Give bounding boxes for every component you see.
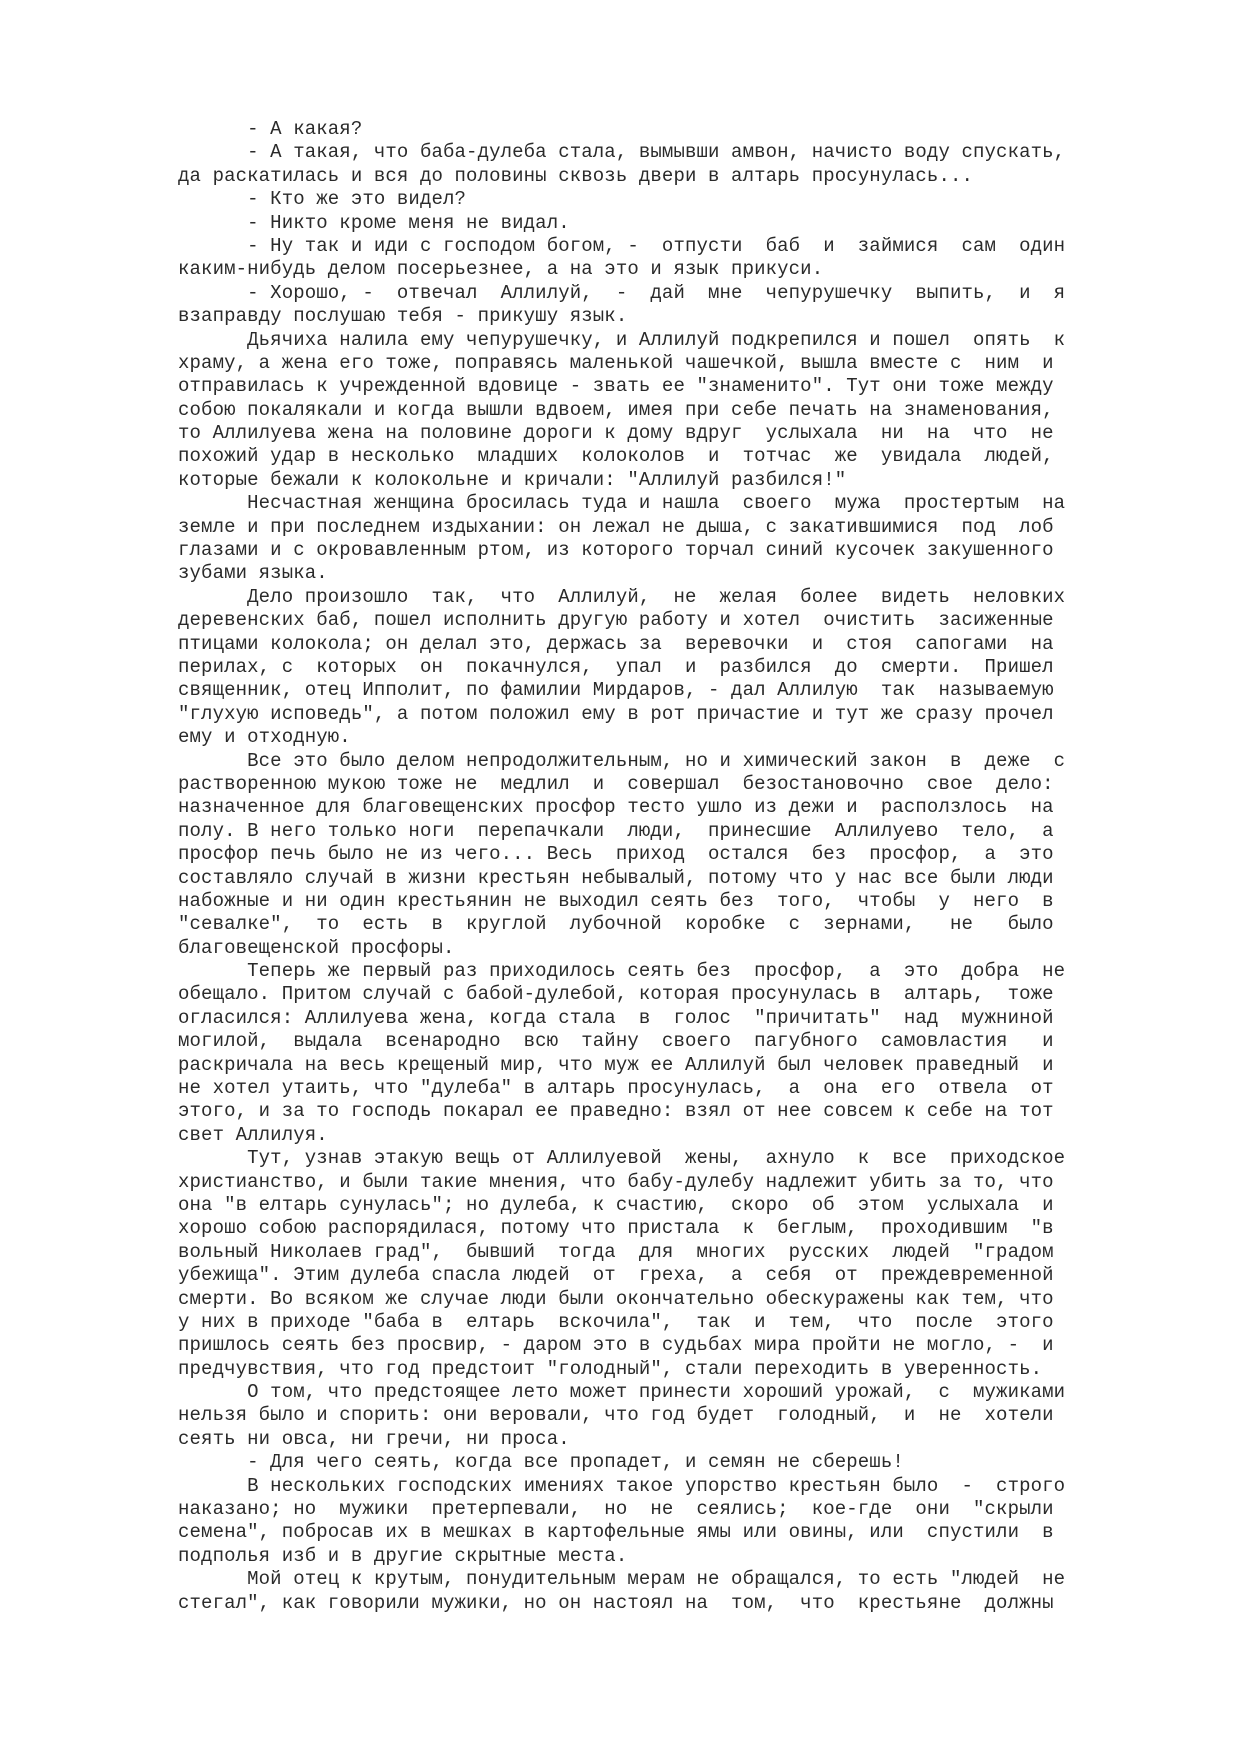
text-line: христианство, и были такие мнения, что бабу-дулебу надлежит убить за то, что <box>178 1170 1054 1193</box>
text-line: свет Аллилуя. <box>178 1123 328 1146</box>
text-line: могилой, выдала всенародно всю тайну своего пагубного самовластия и <box>178 1030 1054 1053</box>
text-line: просфор печь было не из чего... Весь приход остался без просфор, а это <box>178 843 1054 866</box>
text-line: предчувствия, что год предстоит "голодный", стали переходить в уверенность. <box>178 1357 1043 1380</box>
text-line: она "в елтарь сунулась"; но дулеба, к счастию, скоро об этом услыхала и <box>178 1193 1054 1216</box>
text-line: Мой отец к крутым, понудительным мерам не обращался, то есть "людей не <box>178 1568 1066 1591</box>
text-line: пришлось сеять без просвир, - даром это в судьбах мира пройти не могло, - и <box>178 1334 1054 1357</box>
text-line: ему и отходную. <box>178 726 351 749</box>
text-line: благовещенской просфоры. <box>178 936 455 959</box>
text-line: стегал", как говорили мужики, но он настоял на том, что крестьяне должны <box>178 1591 1054 1614</box>
text-line: священник, отец Ипполит, по фамилии Мирдаров, - дал Аллилую так называемую <box>178 679 1054 702</box>
text-line: убежища". Этим дулеба спасла людей от греха, а себя от преждевременной <box>178 1264 1054 1287</box>
text-line: вольный Николаев град", бывший тогда для многих русских людей "градом <box>178 1240 1054 1263</box>
text-line: у них в приходе "баба в елтарь вскочила", так и тем, что после этого <box>178 1310 1054 1333</box>
text-line: назначенное для благовещенских просфор тесто ушло из дежи и расползлось на <box>178 796 1054 819</box>
text-line: - Кто же это видел? <box>178 188 467 211</box>
text-line: растворенною мукою тоже не медлил и совершал безостановочно свое дело: <box>178 772 1054 795</box>
text-line: земле и при последнем издыхании: он лежал не дыша, с закатившимися под лоб <box>178 515 1054 538</box>
text-line: глазами и с окровавленным ртом, из которого торчал синий кусочек закушенного <box>178 539 1054 562</box>
text-line: - Хорошо, - отвечал Аллилуй, - дай мне чепурушечку выпить, и я <box>178 281 1066 304</box>
text-line: "глухую исповедь", а потом положил ему в рот причастие и тут же сразу прочел <box>178 702 1054 725</box>
text-line: отправилась к учрежденной вдовице - звать ее "знаменито". Тут они тоже между <box>178 375 1054 398</box>
text-line: "севалке", то есть в круглой лубочной коробке с зернами, не было <box>178 913 1054 936</box>
text-line: то Аллилуева жена на половине дороги к дому вдруг услыхала ни на что не <box>178 422 1054 445</box>
text-line: взаправду послушаю тебя - прикушу язык. <box>178 305 628 328</box>
text-line: не хотел утаить, что "дулеба" в алтарь просунулась, а она его отвела от <box>178 1077 1054 1100</box>
text-line: В нескольких господских имениях такое упорство крестьян было - строго <box>178 1474 1066 1497</box>
text-line: - Никто кроме меня не видал. <box>178 211 570 234</box>
text-line: этого, и за то господь покарал ее праведно: взял от нее совсем к себе на тот <box>178 1100 1054 1123</box>
text-line: - Для чего сеять, когда все пропадет, и семян не сберешь! <box>178 1451 904 1474</box>
text-line: - А такая, что баба-дулеба стала, вымывши амвон, начисто воду спускать, <box>178 141 1066 164</box>
text-line: каким-нибудь делом посерьезнее, а на это и язык прикуси. <box>178 258 824 281</box>
text-line: перилах, с которых он покачнулся, упал и разбился до смерти. Пришел <box>178 655 1054 678</box>
text-line: смерти. Во всяком же случае люди были окончательно обескуражены как тем, что <box>178 1287 1054 1310</box>
text-line: полу. В него только ноги перепачкали люди, принесшие Аллилуево тело, а <box>178 819 1054 842</box>
text-line: хорошо собою распорядилася, потому что пристала к беглым, проходившим "в <box>178 1217 1054 1240</box>
text-line: Все это было делом непродолжительным, но и химический закон в деже с <box>178 749 1066 772</box>
text-line: Дьячиха налила ему чепурушечку, и Аллилуй подкрепился и пошел опять к <box>178 328 1066 351</box>
text-line: наказано; но мужики претерпевали, но не сеялись; кое-где они "скрыли <box>178 1498 1054 1521</box>
text-line: раскричала на весь крещеный мир, что муж ее Аллилуй был человек праведный и <box>178 1053 1054 1076</box>
text-line: О том, что предстоящее лето может принести хороший урожай, с мужиками <box>178 1381 1066 1404</box>
text-line: которые бежали к колокольне и кричали: "Аллилуй разбился!" <box>178 468 847 491</box>
text-line: деревенских баб, пошел исполнить другую работу и хотел очистить засиженные <box>178 609 1054 632</box>
text-line: набожные и ни один крестьянин не выходил сеять без того, чтобы у него в <box>178 889 1054 912</box>
text-line: нельзя было и спорить: они веровали, что год будет голодный, и не хотели <box>178 1404 1054 1427</box>
document-text <box>178 118 1138 1615</box>
text-line: собою покалякали и когда вышли вдвоем, имея при себе печать на знаменования, <box>178 398 1054 421</box>
text-line: составляло случай в жизни крестьян небывалый, потому что у нас все были люди <box>178 866 1054 889</box>
text-line: зубами языка. <box>178 562 328 585</box>
text-line: обещало. Притом случай с бабой-дулебой, которая просунулась в алтарь, тоже <box>178 983 1054 1006</box>
text-line: Несчастная женщина бросилась туда и нашла своего мужа простертым на <box>178 492 1066 515</box>
text-line: подполья изб и в другие скрытные места. <box>178 1544 628 1567</box>
text-line: похожий удар в несколько младших колоколов и тотчас же увидала людей, <box>178 445 1054 468</box>
text-line: Теперь же первый раз приходилось сеять без просфор, а это добра не <box>178 960 1066 983</box>
text-line: - А какая? <box>178 118 363 140</box>
text-line: - Ну так и иди с господом богом, - отпусти баб и займися сам один <box>178 234 1066 257</box>
text-line: да раскатилась и вся до половины сквозь двери в алтарь просунулась... <box>178 164 974 187</box>
text-line: птицами колокола; он делал это, держась за веревочки и стоя сапогами на <box>178 632 1054 655</box>
text-line: огласился: Аллилуева жена, когда стала в голос "причитать" над мужниной <box>178 1006 1054 1029</box>
text-line: семена", побросав их в мешках в картофельные ямы или овины, или спустили в <box>178 1521 1054 1544</box>
text-line: Тут, узнав этакую вещь от Аллилуевой жены, ахнуло к все приходское <box>178 1147 1066 1170</box>
text-line: храму, а жена его тоже, поправясь маленькой чашечкой, вышла вместе с ним и <box>178 351 1054 374</box>
text-line: сеять ни овса, ни гречи, ни проса. <box>178 1427 570 1450</box>
text-line: Дело произошло так, что Аллилуй, не желая более видеть неловких <box>178 585 1066 608</box>
